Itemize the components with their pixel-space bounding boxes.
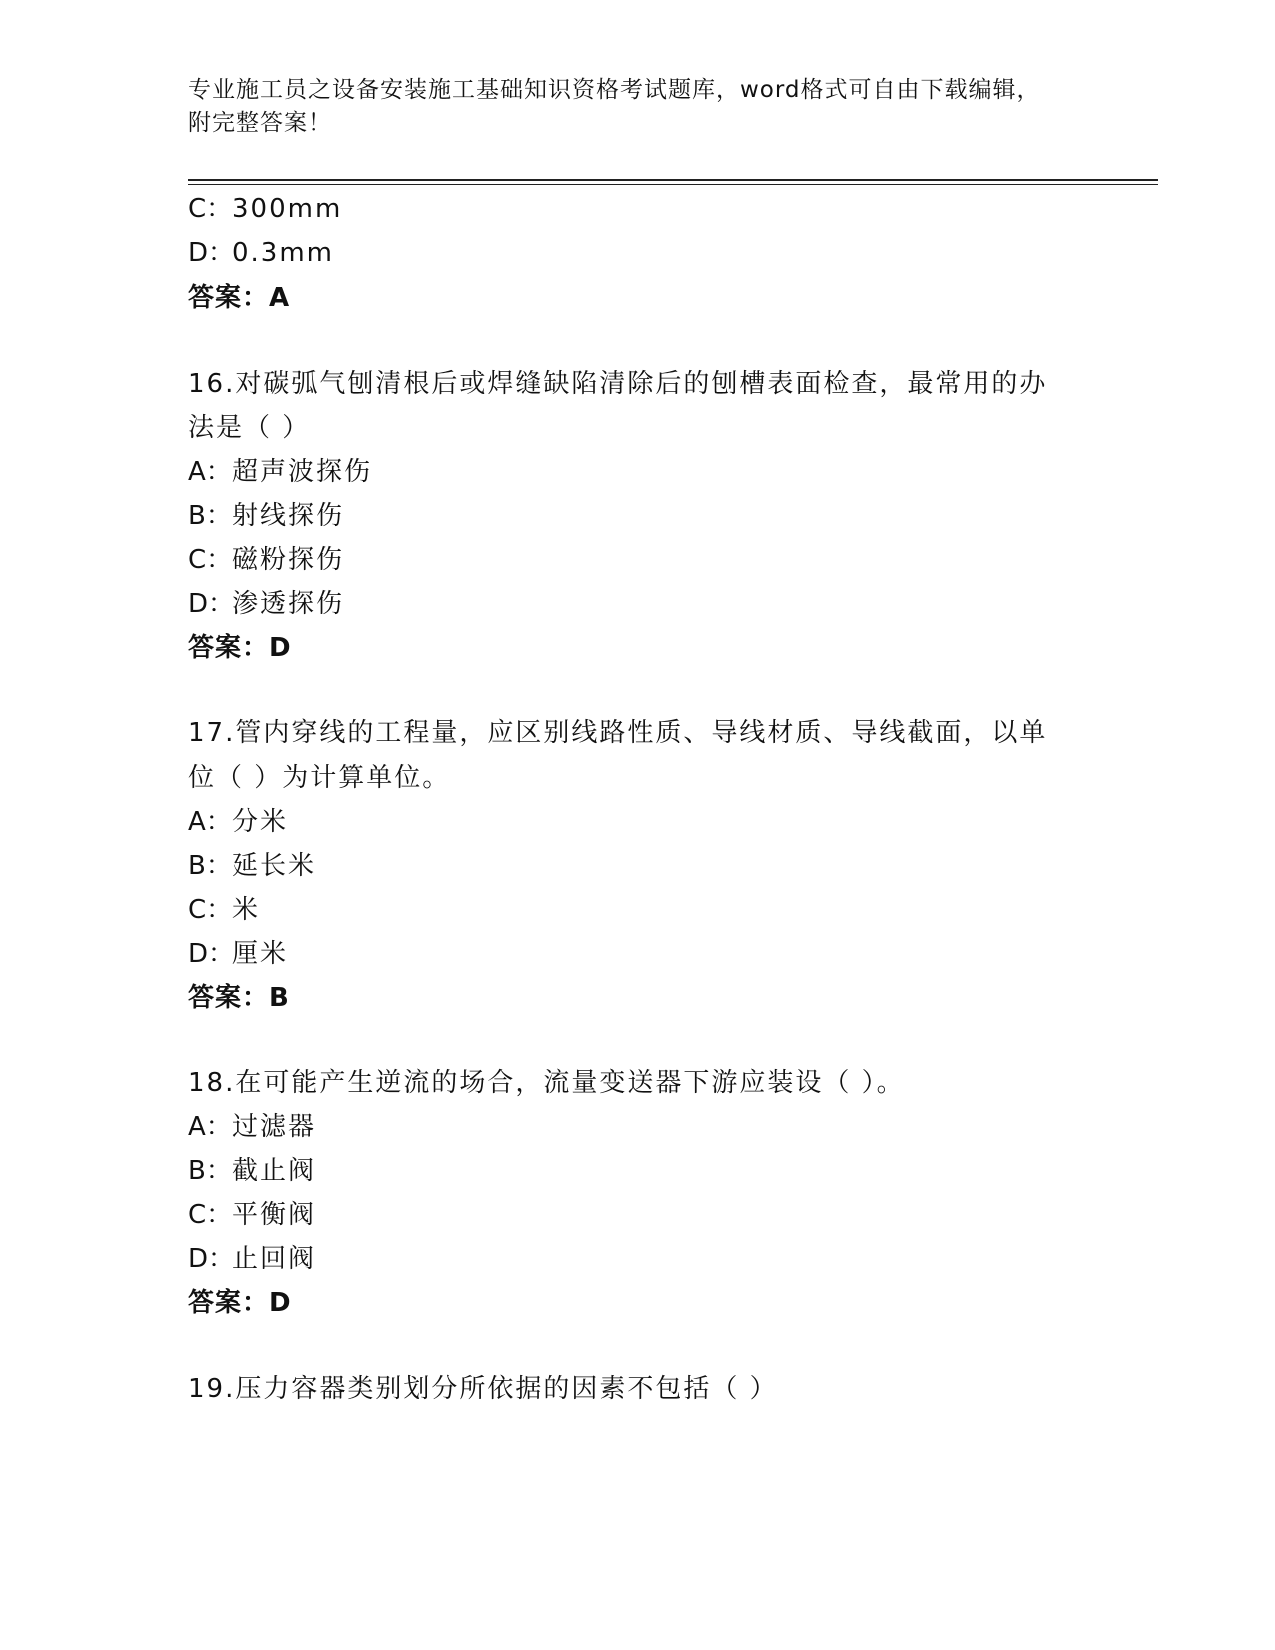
option-text: 止回阀 bbox=[232, 1244, 317, 1274]
q18-option-c bbox=[188, 1197, 316, 1233]
option-label: D： bbox=[188, 238, 235, 268]
option-text: 渗透探伤 bbox=[232, 589, 345, 619]
q17-stem-line-1: 17.管内穿线的工程量，应区别线路性质、导线材质、导线截面，以单 bbox=[188, 718, 1048, 748]
prev-answer: 答案：A bbox=[188, 283, 291, 313]
option-label: B： bbox=[188, 501, 232, 531]
q16-stem-line-2: 法是（ ） bbox=[188, 413, 311, 443]
option-label: D： bbox=[188, 589, 235, 619]
option-label: C： bbox=[188, 1200, 233, 1230]
option-text: 0.3mm bbox=[232, 238, 335, 268]
option-text: 磁粉探伤 bbox=[232, 545, 345, 575]
option-text: 超声波探伤 bbox=[232, 457, 373, 487]
option-label: D： bbox=[188, 1244, 235, 1274]
header-line-1: 专业施工员之设备安装施工基础知识资格考试题库，word格式可自由下载编辑， bbox=[188, 77, 1041, 103]
q16-option-d bbox=[188, 586, 344, 622]
q18-option-a bbox=[188, 1109, 316, 1145]
q17-option-a bbox=[188, 804, 288, 840]
q16-answer: 答案：D bbox=[188, 633, 292, 663]
q18-stem-line-1: 18.在可能产生逆流的场合，流量变送器下游应装设（ ）。 bbox=[188, 1068, 905, 1098]
option-label: A： bbox=[188, 1112, 232, 1142]
option-text: 截止阀 bbox=[232, 1156, 317, 1186]
option-label: A： bbox=[188, 457, 232, 487]
prev-option-c bbox=[188, 191, 342, 227]
option-label: B： bbox=[188, 1156, 232, 1186]
q17-stem-line-2: 位（ ）为计算单位。 bbox=[188, 763, 451, 793]
option-text: 延长米 bbox=[232, 851, 317, 881]
q18-option-d bbox=[188, 1241, 316, 1277]
option-text: 平衡阀 bbox=[232, 1200, 317, 1230]
option-label: C： bbox=[188, 895, 233, 925]
q17-answer: 答案：B bbox=[188, 983, 290, 1013]
header-divider-thick bbox=[188, 179, 1158, 181]
document-header bbox=[188, 74, 1088, 140]
q16-option-b bbox=[188, 498, 344, 534]
q17-option-d bbox=[188, 936, 288, 972]
option-label: D： bbox=[188, 939, 235, 969]
q16-option-a bbox=[188, 454, 372, 490]
q16-stem-line-1: 16.对碳弧气刨清根后或焊缝缺陷清除后的刨槽表面检查，最常用的办 bbox=[188, 369, 1048, 399]
header-line-2: 附完整答案！ bbox=[188, 110, 332, 136]
option-text: 过滤器 bbox=[232, 1112, 317, 1142]
q18-answer: 答案：D bbox=[188, 1288, 292, 1318]
option-label: C： bbox=[188, 545, 233, 575]
q17-option-c bbox=[188, 892, 260, 928]
option-label: C： bbox=[188, 194, 233, 224]
option-text: 厘米 bbox=[232, 939, 289, 969]
option-label: B： bbox=[188, 851, 232, 881]
prev-option-d bbox=[188, 235, 334, 271]
q17-option-b bbox=[188, 848, 316, 884]
q18-option-b bbox=[188, 1153, 316, 1189]
header-divider-thin bbox=[188, 184, 1158, 185]
option-label: A： bbox=[188, 807, 232, 837]
q19-stem-line-1: 19.压力容器类别划分所依据的因素不包括（ ） bbox=[188, 1374, 778, 1404]
option-text: 米 bbox=[232, 895, 261, 925]
option-text: 分米 bbox=[232, 807, 289, 837]
option-text: 射线探伤 bbox=[232, 501, 345, 531]
option-text: 300mm bbox=[232, 194, 343, 224]
q16-option-c bbox=[188, 542, 344, 578]
